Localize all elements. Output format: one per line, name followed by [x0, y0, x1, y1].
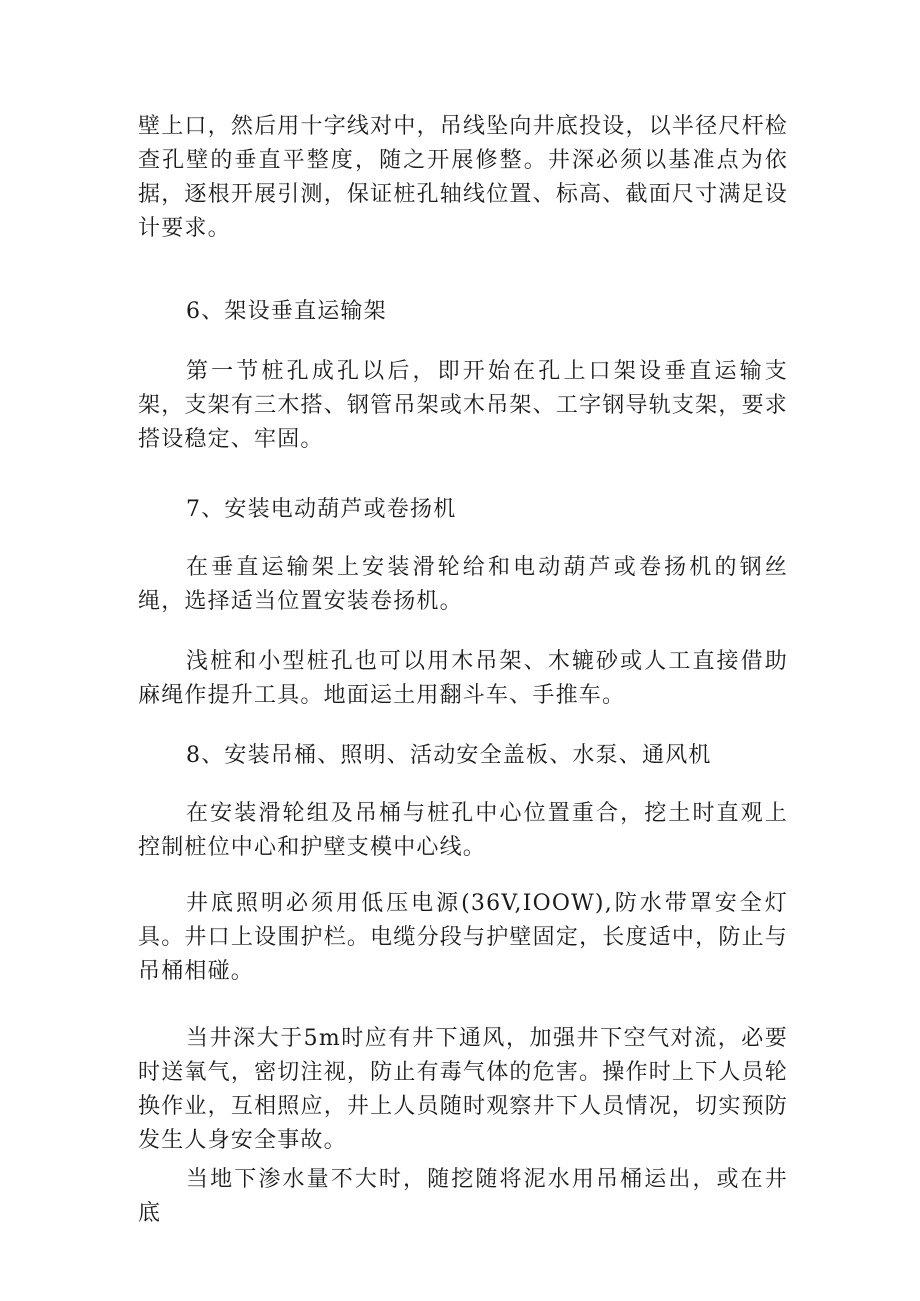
paragraph: 第一节桩孔成孔以后，即开始在孔上口架设垂直运输支架，支架有三木搭、钢管吊架或木吊架、工字钢导轨支架，要求搭设稳定、牢固。 — [138, 359, 788, 452]
paragraph-continuation: 壁上口，然后用十字线对中，吊线坠向井底投设，以半径尺杆检查孔壁的垂直平整度，随之开展修整。井深必须以基准点为依据，逐根开展引测，保证桩孔轴线位置、标高、截面尺寸满足设计要求。 — [138, 114, 788, 241]
paragraph: 当地下渗水量不大时，随挖随将泥水用吊桶运出，或在井底 — [138, 1167, 788, 1226]
paragraph: 浅桩和小型桩孔也可以用木吊架、木辘砂或人工直接借助麻绳作提升工具。地面运土用翻斗车、手推车。 — [138, 649, 788, 708]
paragraph: 井底照明必须用低压电源(36V,IOOW),防水带罩安全灯具。井口上设围护栏。电缆分段与护壁固定，长度适中，防止与吊桶相碰。 — [138, 891, 788, 984]
paragraph: 当井深大于5m时应有井下通风，加强井下空气对流，必要时送氧气，密切注视，防止有毒气体的危害。操作时上下人员轮换作业，互相照应，井上人员随时观察井下人员情况，切实预防发生人身安全事故。 — [138, 1026, 788, 1153]
section-heading-6: 6、架设垂直运输架 — [186, 299, 387, 324]
paragraph: 在垂直运输架上安装滑轮给和电动葫芦或卷扬机的钢丝绳，选择适当位置安装卷扬机。 — [138, 555, 788, 614]
section-heading-8: 8、安装吊桶、照明、活动安全盖板、水泵、通风机 — [186, 743, 712, 768]
paragraph: 在安装滑轮组及吊桶与桩孔中心位置重合，挖土时直观上控制桩位中心和护壁支模中心线。 — [138, 801, 788, 860]
section-heading-7: 7、安装电动葫芦或卷扬机 — [186, 497, 457, 522]
